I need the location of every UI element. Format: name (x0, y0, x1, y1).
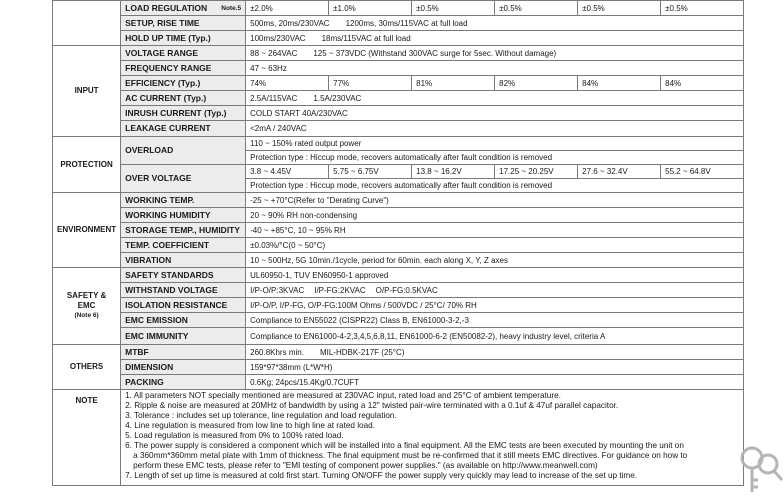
over-voltage-v6: 55.2 ~ 64.8V (661, 165, 744, 179)
setup-rise-a: 500ms, 20ms/230VAC (250, 18, 330, 28)
safety-group-line1: SAFETY & (66, 291, 107, 300)
note-line-1: 1. All parameters NOT specially mentioned are measured at 230VAC input, rated load and 25°C of ambient temperature. (125, 391, 561, 400)
load-regulation-v5: ±0.5% (578, 1, 661, 16)
note-line-4: 4. Line regulation is measured from low line to high line at rated load. (125, 421, 375, 430)
load-regulation-v1: ±2.0% (246, 1, 329, 16)
working-humidity-value: 20 ~ 90% RH non-condensing (246, 208, 744, 223)
overload-label: OVERLOAD (121, 137, 246, 165)
hold-up-b: 18ms/115VAC at full load (321, 33, 411, 43)
leakage-current-label: LEAKAGE CURRENT (121, 121, 246, 137)
setup-rise-b: 1200ms, 30ms/115VAC at full load (345, 18, 468, 28)
efficiency-v5: 84% (578, 76, 661, 91)
withstand-voltage-label: WITHSTAND VOLTAGE (121, 283, 246, 298)
efficiency-v2: 77% (329, 76, 412, 91)
inrush-current-label: INRUSH CURRENT (Typ.) (121, 106, 246, 121)
withstand-voltage-a: I/P-O/P:3KVAC (250, 285, 305, 295)
group-environment: ENVIRONMENT (53, 193, 121, 268)
row-working-humidity (53, 208, 744, 223)
mtbf-a: 260.8Khrs min. (250, 347, 304, 357)
storage-value: -40 ~ +85°C, 10 ~ 95% RH (246, 223, 744, 238)
note-line-2: 2. Ripple & noise are measured at 20MHz of bandwidth by using a 12" twisted pair-wire terminated with a 0.1uf & 47uf parallel capacitor. (125, 401, 619, 410)
leakage-current-value: <2mA / 240VAC (246, 121, 744, 137)
mtbf-b: MIL-HDBK-217F (25°C) (319, 347, 405, 357)
group-input: INPUT (53, 46, 121, 137)
packing-label: PACKING (121, 375, 246, 390)
working-humidity-label: WORKING HUMIDITY (121, 208, 246, 223)
note-line-3: 3. Tolerance : includes set up tolerance, line regulation and load regulation. (125, 411, 397, 420)
row-note (53, 390, 744, 486)
withstand-voltage-b: I/P-FG:2KVAC (314, 285, 366, 295)
over-voltage-v4: 17.25 ~ 20.25V (495, 165, 578, 179)
note-body (121, 390, 744, 486)
load-regulation-v3: ±0.5% (412, 1, 495, 16)
load-regulation-v4: ±0.5% (495, 1, 578, 16)
row-ac-current (53, 91, 744, 106)
key-magnifier-icon (736, 440, 784, 499)
emc-immunity-label: EMC IMMUNITY (121, 328, 246, 345)
working-temp-value: -25 ~ +70°C(Refer to "Derating Curve") (246, 193, 744, 208)
dimension-label: DIMENSION (121, 360, 246, 375)
frequency-range-value: 47 ~ 63Hz (246, 61, 744, 76)
ac-current-a: 2.5A/115VAC (250, 93, 298, 103)
setup-rise-label: SETUP, RISE TIME (121, 16, 246, 31)
row-safety-standards (53, 268, 744, 283)
temp-coefficient-label: TEMP. COEFFICIENT (121, 238, 246, 253)
temp-coefficient-value: ±0.03%/°C(0 ~ 50°C) (246, 238, 744, 253)
row-packing (53, 375, 744, 390)
row-temp-coefficient (53, 238, 744, 253)
emc-emission-label: EMC EMISSION (121, 313, 246, 328)
ac-current-b: 1.5A/230VAC (313, 93, 362, 103)
vibration-value: 10 ~ 500Hz, 5G 10min./1cycle, period for 60min. each along X, Y, Z axes (246, 253, 744, 268)
row-vibration (53, 253, 744, 268)
row-storage (53, 223, 744, 238)
group-output-tail (53, 1, 121, 46)
efficiency-v3: 81% (412, 76, 495, 91)
row-frequency-range (53, 61, 744, 76)
note-line-8: perform these EMC tests, please refer to "EMI testing of component power supplies." (as available on http://www.meanwell.com) (133, 461, 598, 470)
mtbf-label: MTBF (121, 345, 246, 360)
efficiency-label: EFFICIENCY (Typ.) (121, 76, 246, 91)
load-regulation-v6: ±0.5% (661, 1, 744, 16)
hold-up-a: 100ms/230VAC (250, 33, 306, 43)
over-voltage-v2: 5.75 ~ 6.75V (329, 165, 412, 179)
group-protection: PROTECTION (53, 137, 121, 193)
safety-group-line2: EMC (77, 301, 96, 310)
row-inrush-current (53, 106, 744, 121)
group-safety-emc (53, 268, 121, 345)
safety-group-note: (Note 6) (74, 312, 99, 319)
row-efficiency (53, 76, 744, 91)
row-isolation-resistance (53, 298, 744, 313)
row-leakage-current (53, 121, 744, 137)
storage-label: STORAGE TEMP., HUMIDITY (121, 223, 246, 238)
isolation-resistance-label: ISOLATION RESISTANCE (121, 298, 246, 313)
row-over-voltage-1 (53, 165, 744, 179)
row-load-regulation (53, 1, 744, 16)
efficiency-v4: 82% (495, 76, 578, 91)
row-emc-immunity (53, 328, 744, 345)
spec-table (52, 0, 744, 486)
packing-value: 0.6Kg; 24pcs/15.4Kg/0.7CUFT (246, 375, 744, 390)
row-mtbf (53, 345, 744, 360)
row-emc-emission (53, 313, 744, 328)
note-line-9: 7. Length of set up time is measured at cold first start. Turning ON/OFF the power supply very quickly may lead to increase of the set up time. (125, 471, 638, 480)
note-line-6: 6. The power supply is considered a component which will be installed into a final equipment. All the EMC tests are been executed by mounting the unit on (125, 441, 684, 450)
efficiency-v6: 84% (661, 76, 744, 91)
load-regulation-note: Note.5 (221, 4, 242, 12)
overload-line2: Protection type : Hiccup mode, recovers automatically after fault condition is removed (246, 151, 744, 165)
over-voltage-label: OVER VOLTAGE (121, 165, 246, 193)
vibration-label: VIBRATION (121, 253, 246, 268)
efficiency-v1: 74% (246, 76, 329, 91)
over-voltage-line2: Protection type : Hiccup mode, recovers automatically after fault condition is removed (246, 179, 744, 193)
ac-current-label: AC CURRENT (Typ.) (121, 91, 246, 106)
hold-up-label: HOLD UP TIME (Typ.) (121, 31, 246, 46)
group-note: NOTE (53, 390, 121, 486)
over-voltage-v1: 3.8 ~ 4.45V (246, 165, 329, 179)
voltage-range-a: 88 ~ 264VAC (250, 48, 298, 58)
row-overload-1 (53, 137, 744, 151)
note-line-7: a 360mm*360mm metal plate with 1mm of thickness. The final equipment must be re-confirmed that it still meets EMC directives. For guidance on how to (133, 451, 688, 460)
row-voltage-range (53, 46, 744, 61)
over-voltage-v3: 13.8 ~ 16.2V (412, 165, 495, 179)
voltage-range-b: 125 ~ 373VDC (Withstand 300VAC surge for 5sec. Without damage) (313, 48, 557, 58)
load-regulation-label: LOAD REGULATION (125, 2, 208, 13)
inrush-current-value: COLD START 40A/230VAC (246, 106, 744, 121)
safety-standards-value: UL60950-1, TUV EN60950-1 approved (246, 268, 744, 283)
row-working-temp (53, 193, 744, 208)
over-voltage-v5: 27.6 ~ 32.4V (578, 165, 661, 179)
emc-emission-value: Compliance to EN55022 (CISPR22) Class B, EN61000-3-2,-3 (246, 313, 744, 328)
row-dimension (53, 360, 744, 375)
frequency-range-label: FREQUENCY RANGE (121, 61, 246, 76)
withstand-voltage-c: O/P-FG:0.5KVAC (375, 285, 438, 295)
safety-standards-label: SAFETY STANDARDS (121, 268, 246, 283)
isolation-resistance-value: I/P-O/P, I/P-FG, O/P-FG:100M Ohms / 500VDC / 25°C/ 70% RH (246, 298, 744, 313)
emc-immunity-value: Compliance to EN61000-4-2,3,4,5,6,8,11, EN61000-6-2 (EN50082-2), heavy industry level, criteria A (246, 328, 744, 345)
note-line-5: 5. Load regulation is measured from 0% to 100% rated load. (125, 431, 344, 440)
dimension-value: 159*97*38mm (L*W*H) (246, 360, 744, 375)
row-hold-up (53, 31, 744, 46)
voltage-range-label: VOLTAGE RANGE (121, 46, 246, 61)
working-temp-label: WORKING TEMP. (121, 193, 246, 208)
row-setup-rise (53, 16, 744, 31)
row-withstand-voltage (53, 283, 744, 298)
load-regulation-v2: ±1.0% (329, 1, 412, 16)
overload-line1: 110 ~ 150% rated output power (246, 137, 744, 151)
group-others: OTHERS (53, 345, 121, 390)
